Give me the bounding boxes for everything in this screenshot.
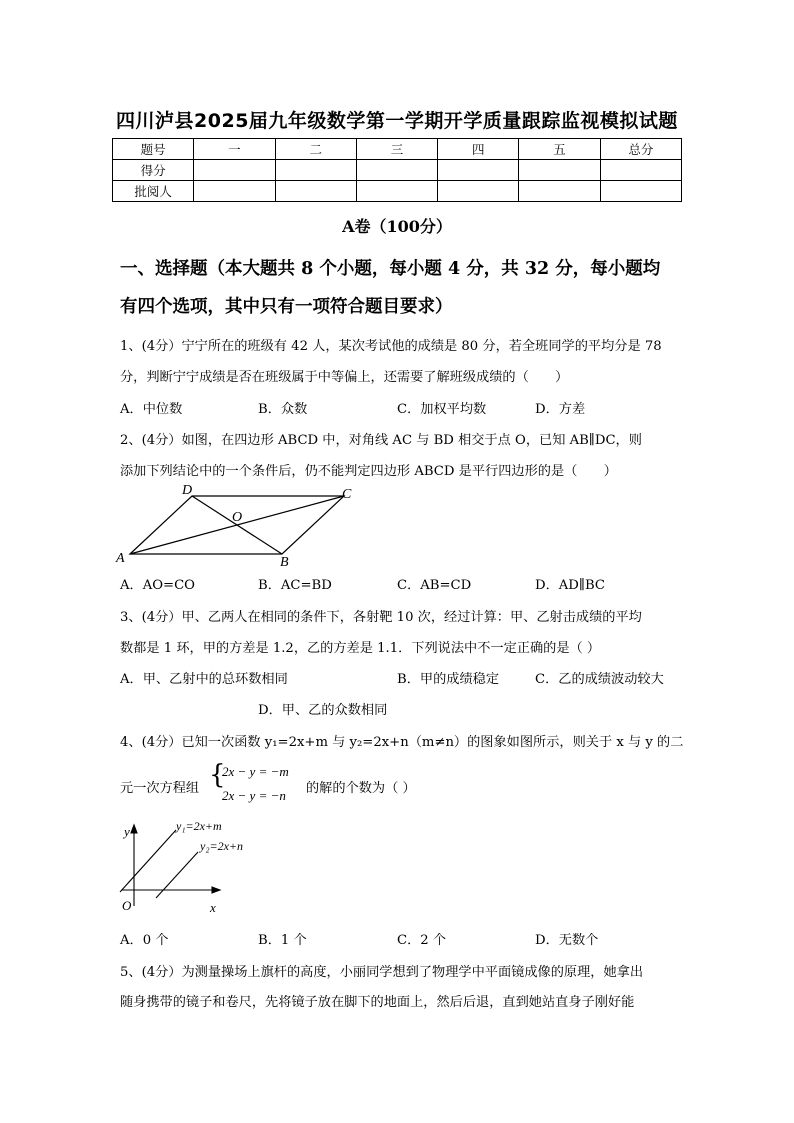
score-table-header-cell: 一 — [194, 139, 275, 160]
score-cell — [275, 181, 356, 202]
question-3-text: 3、(4分）甲、乙两人在相同的条件下，各射靶 10 次，经过计算：甲、乙射击成绩的平均 — [120, 610, 642, 625]
x-axis-arrow — [212, 887, 220, 893]
question-4-text: 的解的个数为（ ） — [306, 781, 416, 796]
question-5-text: 5、(4分）为测量操场上旗杆的高度，小丽同学想到了物理学中平面镜成像的原理，她拿出 — [120, 965, 644, 980]
score-cell — [600, 181, 681, 202]
option-c: C．AB=CD — [397, 578, 472, 593]
equation-2: 2x − y = −n — [222, 788, 286, 803]
score-table-header-cell: 四 — [438, 139, 519, 160]
y-axis-label: y — [124, 824, 130, 839]
origin-label: O — [122, 898, 132, 913]
line-y2 — [156, 852, 198, 898]
option-b: B．甲的成绩稳定 — [397, 672, 500, 687]
score-cell — [519, 181, 600, 202]
brace-symbol: { — [209, 760, 226, 790]
score-table-header-cell: 三 — [356, 139, 437, 160]
y-axis-arrow — [131, 825, 137, 833]
linear-functions-graph — [112, 814, 272, 918]
option-a: A．甲、乙射中的总环数相同 — [120, 672, 288, 687]
x-axis-label: x — [210, 900, 216, 915]
score-cell — [438, 181, 519, 202]
option-c: C．加权平均数 — [397, 402, 487, 417]
vertex-label-b: B — [280, 555, 289, 570]
score-cell — [275, 160, 356, 181]
question-2-text: 2、(4分）如图，在四边形 ABCD 中，对角线 AC 与 BD 相交于点 O，已知 AB∥DC，则 — [120, 433, 642, 448]
question-4-text: 4、(4分）已知一次函数 y₁=2x+m 与 y₂=2x+n（m≠n）的图象如图所示，则关于 x 与 y 的二 — [120, 735, 684, 750]
question-2-text: 添加下列结论中的一个条件后，仍不能判定四边形 ABCD 是平行四边形的是（ ） — [120, 464, 617, 479]
section-heading-line: 一、选择题（本大题共 8 个小题，每小题 4 分，共 32 分，每小题均 — [120, 259, 661, 279]
line-y1 — [120, 830, 176, 892]
option-b: B．众数 — [258, 402, 308, 417]
section-heading-line: 有四个选项，其中只有一项符合题目要求） — [120, 297, 453, 317]
page-title: 四川泸县2025届九年级数学第一学期开学质量跟踪监视模拟试题 — [116, 110, 678, 132]
option-d: D．甲、乙的众数相同 — [258, 703, 388, 718]
score-cell — [194, 160, 275, 181]
score-cell — [356, 160, 437, 181]
score-table — [112, 138, 682, 202]
score-table-header-cell: 二 — [275, 139, 356, 160]
score-cell — [519, 160, 600, 181]
score-table-header-cell: 题号 — [113, 139, 194, 160]
score-table-row — [113, 181, 682, 202]
option-d: D．AD∥BC — [535, 578, 605, 593]
score-table-header-row — [113, 139, 682, 160]
score-table-row — [113, 160, 682, 181]
score-cell — [600, 160, 681, 181]
equation-1: 2x − y = −m — [222, 764, 289, 779]
line-y2-label: y₂=2x+n — [200, 839, 244, 853]
line-y1-label: y₁=2x+m — [176, 819, 222, 833]
score-cell — [356, 181, 437, 202]
vertex-label-c: C — [342, 487, 352, 502]
score-cell — [194, 181, 275, 202]
score-row-label: 得分 — [113, 160, 194, 181]
question-4-text: 元一次方程组 — [120, 781, 200, 796]
volume-heading: A卷（100分） — [342, 217, 452, 236]
option-d: D．无数个 — [535, 933, 599, 948]
option-c: C．乙的成绩波动较大 — [535, 672, 664, 687]
option-c: C．2 个 — [397, 933, 447, 948]
point-label-o: O — [232, 510, 243, 525]
question-1-text: 1、(4分）宁宁所在的班级有 42 人，某次考试他的成绩是 80 分，若全班同学的平均分是 78 — [120, 339, 662, 354]
score-table-header-cell: 总分 — [600, 139, 681, 160]
question-1-text: 分，判断宁宁成绩是否在班级属于中等偏上，还需要了解班级成绩的（ ） — [120, 370, 569, 385]
question-3-text: 数都是 1 环，甲的方差是 1.2，乙的方差是 1.1．下列说法中不一定正确的是（ ） — [120, 641, 601, 656]
score-row-label: 批阅人 — [113, 181, 194, 202]
option-a: A．AO=CO — [120, 578, 195, 593]
diagonal-bd — [192, 496, 282, 554]
score-table-header-cell: 五 — [519, 139, 600, 160]
option-a: A．中位数 — [120, 402, 183, 417]
vertex-label-d: D — [182, 483, 193, 498]
score-cell — [438, 160, 519, 181]
option-b: B．AC=BD — [258, 578, 332, 593]
option-a: A．0 个 — [120, 933, 169, 948]
option-b: B．1 个 — [258, 933, 307, 948]
parallelogram-figure — [112, 482, 372, 572]
question-5-text: 随身携带的镜子和卷尺，先将镜子放在脚下的地面上，然后后退，直到她站直身子刚好能 — [120, 995, 635, 1010]
vertex-label-a: A — [116, 551, 125, 566]
option-d: D．方差 — [535, 402, 586, 417]
